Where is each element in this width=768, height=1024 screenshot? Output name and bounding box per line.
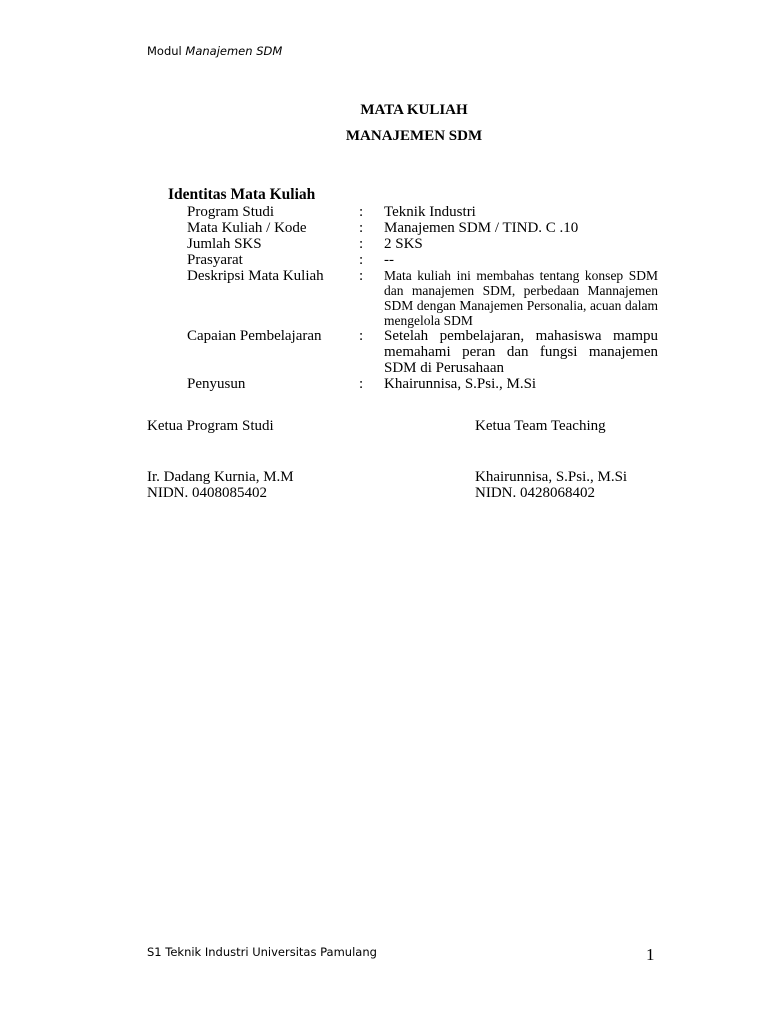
header-module-title: Manajemen SDM	[185, 44, 283, 58]
info-colon: :	[359, 204, 364, 220]
title-line-1: MATA KULIAH	[360, 102, 468, 118]
info-colon: :	[359, 220, 364, 236]
signature-left-nidn: NIDN. 0408085402	[147, 485, 267, 501]
page-footer: S1 Teknik Industri Universitas Pamulang	[147, 945, 377, 959]
info-label: Penyusun	[187, 376, 246, 392]
info-value: Khairunnisa, S.Psi., M.Si	[384, 376, 537, 392]
info-row-prasyarat	[187, 252, 659, 268]
signature-right-nidn: NIDN. 0428068402	[475, 485, 595, 501]
info-row-penyusun	[187, 376, 659, 392]
info-label: Program Studi	[187, 204, 275, 220]
info-label: Capaian Pembelajaran	[187, 328, 322, 344]
info-value: Manajemen SDM / TIND. C .10	[384, 220, 579, 236]
info-colon: :	[359, 328, 364, 344]
info-row-mata-kuliah-kode	[187, 220, 659, 236]
info-row-jumlah-sks	[187, 236, 659, 252]
signature-left-role: Ketua Program Studi	[147, 418, 274, 434]
info-value: Setelah pembelajaran, mahasiswa mampu memahami peran dan fungsi manajemen SDM di Perusahaan	[384, 328, 658, 376]
signature-right-role: Ketua Team Teaching	[475, 418, 606, 434]
info-row-capaian	[187, 328, 659, 376]
info-value: 2 SKS	[384, 236, 423, 252]
info-colon: :	[359, 268, 364, 284]
page-number: 1	[646, 945, 655, 964]
course-info-table	[187, 204, 659, 392]
page-header	[147, 44, 282, 58]
info-row-deskripsi	[187, 268, 659, 328]
info-label: Prasyarat	[187, 252, 243, 268]
signature-left-name: Ir. Dadang Kurnia, M.M	[147, 469, 294, 485]
info-value: --	[384, 252, 394, 268]
info-colon: :	[359, 252, 364, 268]
info-value: Mata kuliah ini membahas tentang konsep SDM dan manajemen SDM, perbedaan Mannajemen SDM dengan Manajemen Personalia, acuan dalam mengelola SDM	[384, 268, 658, 328]
header-prefix: Modul	[147, 44, 182, 58]
info-row-program-studi	[187, 204, 659, 220]
info-label: Mata Kuliah / Kode	[187, 220, 307, 236]
title-line-2: MANAJEMEN SDM	[345, 128, 483, 144]
document-title	[0, 101, 768, 145]
info-value: Teknik Industri	[384, 204, 476, 220]
info-colon: :	[359, 376, 364, 392]
signature-right-name: Khairunnisa, S.Psi., M.Si	[475, 469, 628, 485]
info-label: Deskripsi Mata Kuliah	[187, 268, 324, 284]
section-heading: Identitas Mata Kuliah	[168, 186, 316, 203]
info-label: Jumlah SKS	[187, 236, 262, 252]
info-colon: :	[359, 236, 364, 252]
